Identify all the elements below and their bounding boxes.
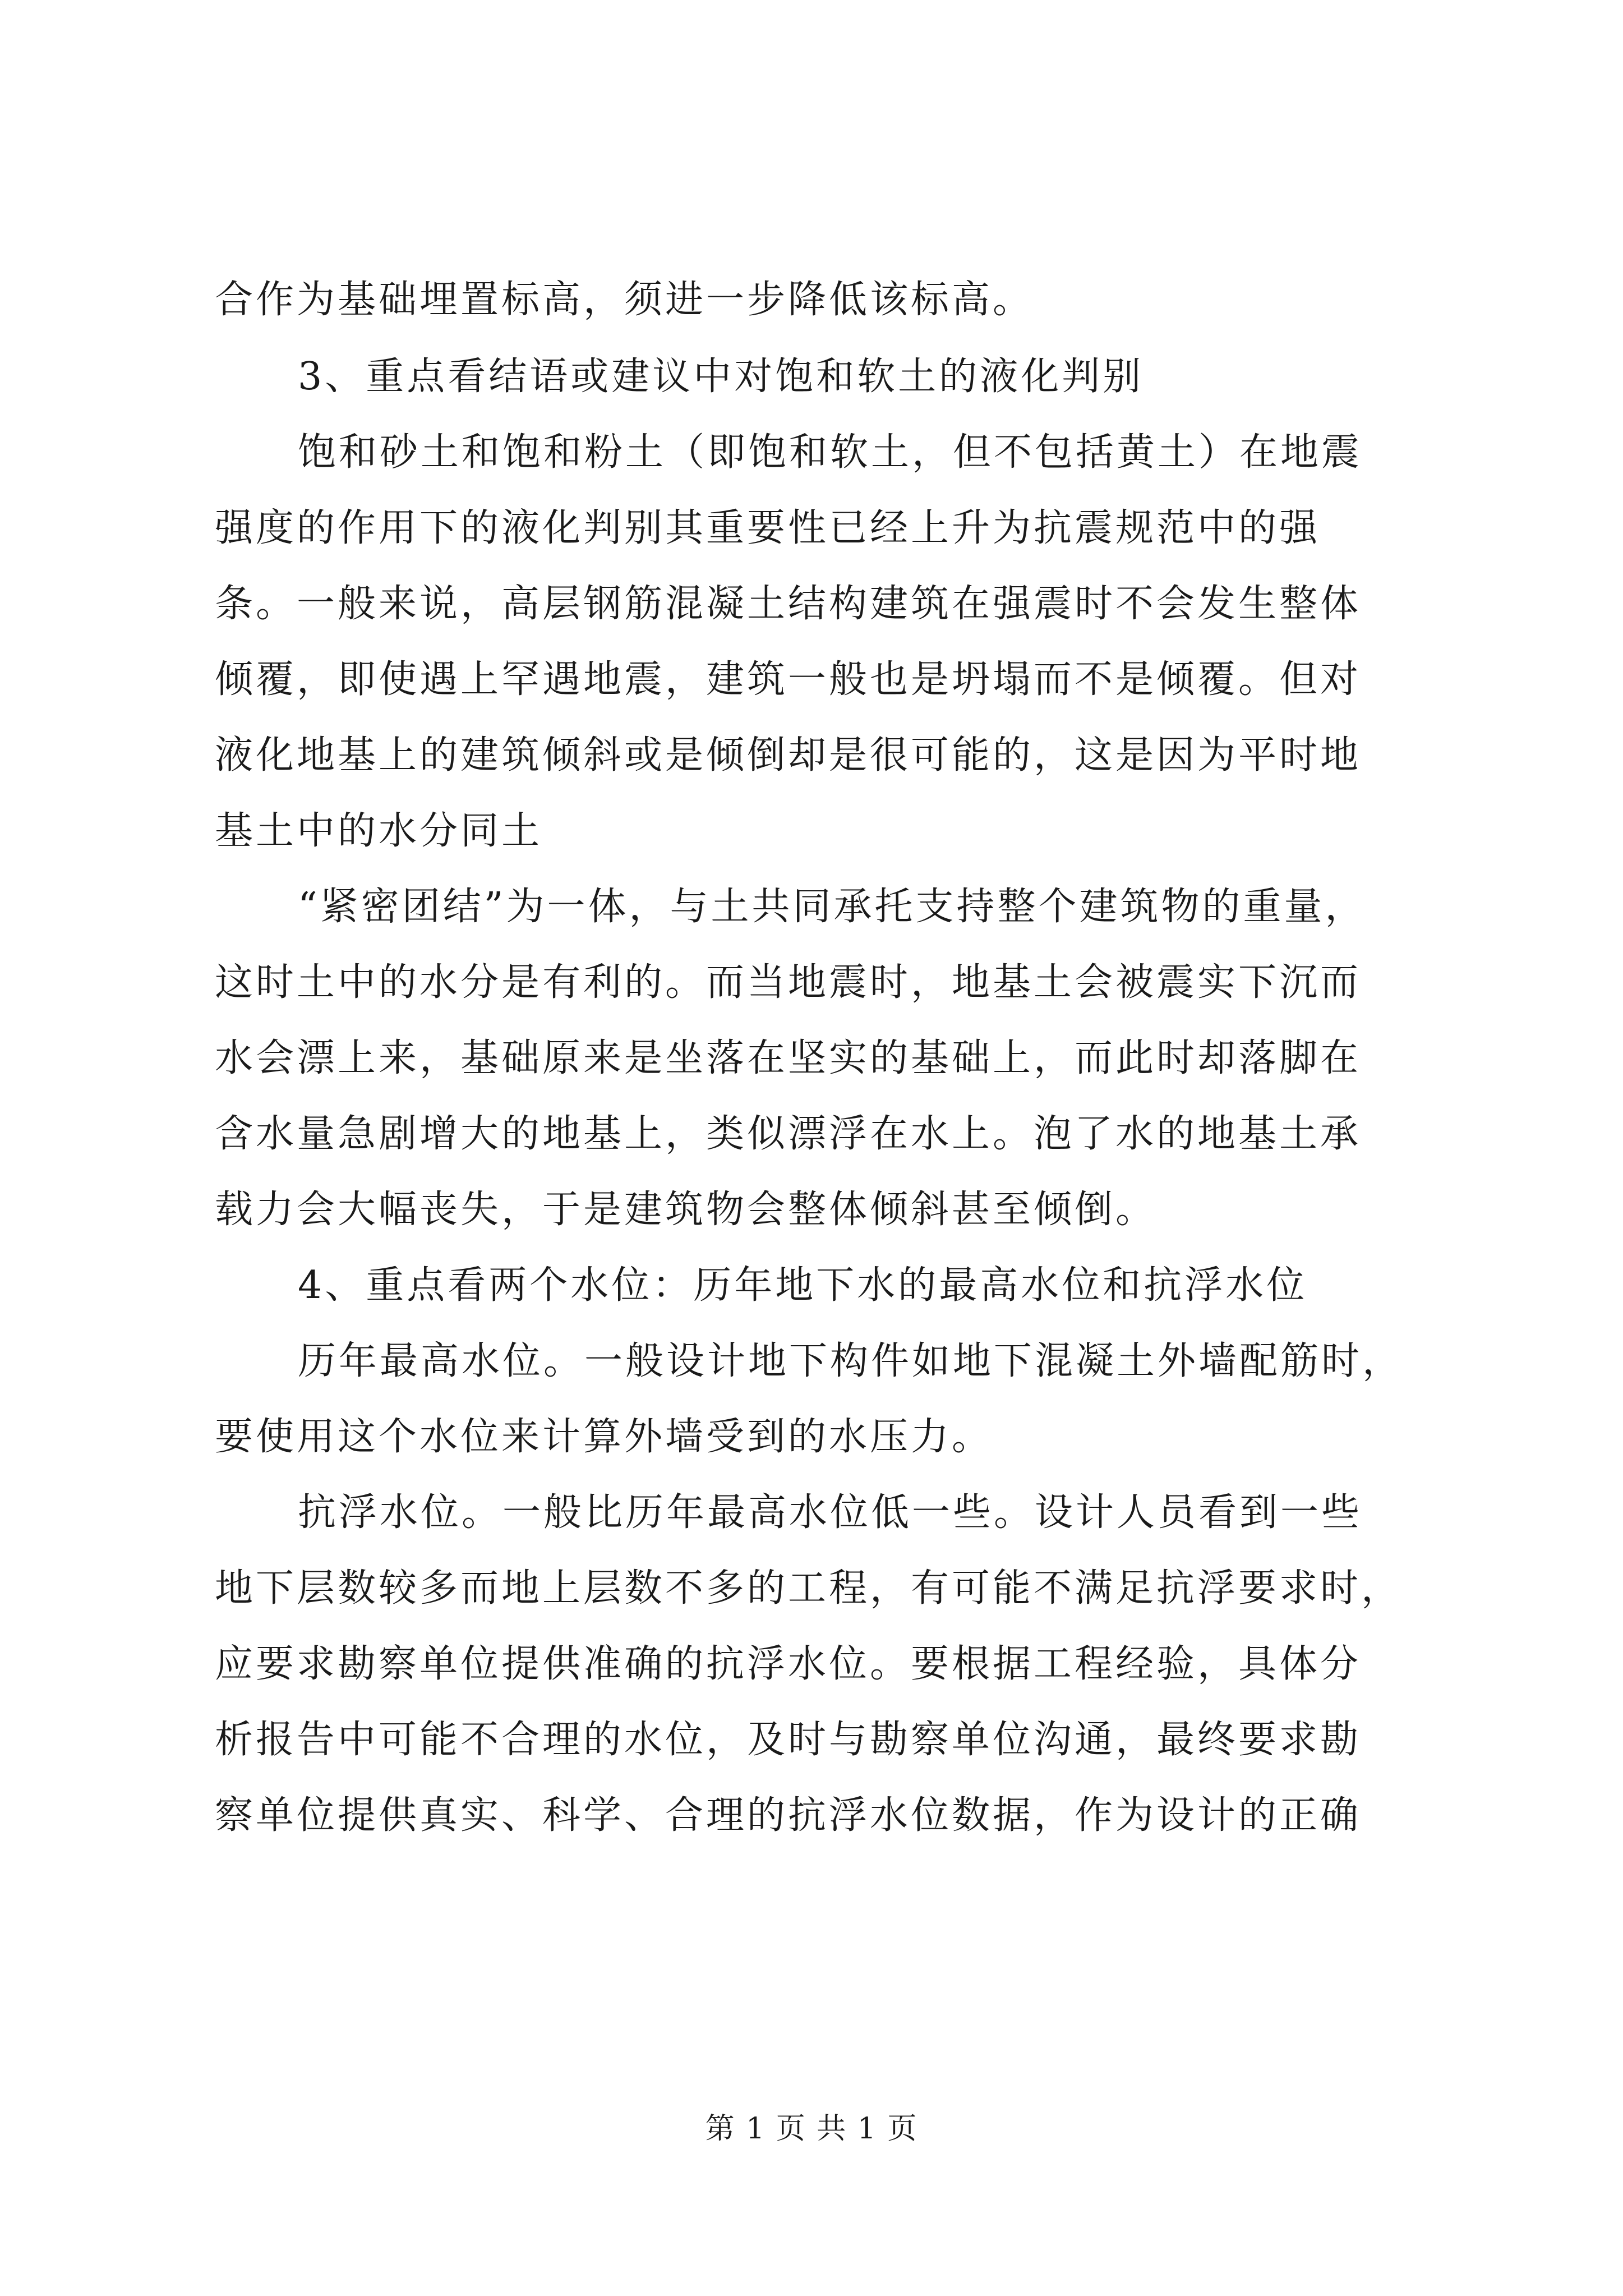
text-line-8: 基土中的水分同土 — [215, 809, 543, 853]
text-line-13: 载力会大幅丧失，于是建筑物会整体倾斜甚至倾倒。 — [215, 1188, 1157, 1232]
text-line-19: 应要求勘察单位提供准确的抗浮水位。要根据工程经验，具体分 — [215, 1642, 1362, 1686]
text-line-4: 强度的作用下的液化判别其重要性已经上升为抗震规范中的强 — [215, 506, 1321, 550]
text-line-17: 抗浮水位。一般比历年最高水位低一些。设计人员看到一些 — [298, 1490, 1363, 1535]
text-line-18: 地下层数较多而地上层数不多的工程，有可能不满足抗浮要求时， — [215, 1566, 1403, 1611]
text-line-16: 要使用这个水位来计算外墙受到的水压力。 — [215, 1415, 993, 1459]
text-line-2: 3、重点看结语或建议中对饱和软土的液化判别 — [298, 355, 1144, 399]
text-line-1: 合作为基础埋置标高，须进一步降低该标高。 — [215, 278, 1034, 322]
text-line-10: 这时土中的水分是有利的。而当地震时，地基土会被震实下沉而 — [215, 960, 1362, 1005]
text-line-21: 察单位提供真实、科学、合理的抗浮水位数据，作为设计的正确 — [215, 1793, 1362, 1838]
text-line-3: 饱和砂土和饱和粉土（即饱和软土，但不包括黄土）在地震 — [298, 430, 1363, 475]
text-line-5: 条。一般来说，高层钢筋混凝土结构建筑在强震时不会发生整体 — [215, 582, 1362, 626]
text-line-14: 4、重点看两个水位：历年地下水的最高水位和抗浮水位 — [298, 1263, 1308, 1308]
text-line-20: 析报告中可能不合理的水位，及时与勘察单位沟通，最终要求勘 — [215, 1718, 1362, 1762]
page-footer: 第 1 页 共 1 页 — [705, 2112, 918, 2146]
text-line-9: “紧密团结”为一体，与土共同承托支持整个建筑物的重量， — [298, 885, 1366, 929]
text-line-12: 含水量急剧增大的地基上，类似漂浮在水上。泡了水的地基土承 — [215, 1112, 1362, 1156]
text-line-7: 液化地基上的建筑倾斜或是倾倒却是很可能的，这是因为平时地 — [215, 733, 1362, 777]
text-line-11: 水会漂上来，基础原来是坐落在坚实的基础上，而此时却落脚在 — [215, 1036, 1362, 1080]
text-line-15: 历年最高水位。一般设计地下构件如地下混凝土外墙配筋时， — [298, 1339, 1404, 1383]
text-line-6: 倾覆，即使遇上罕遇地震，建筑一般也是坍塌而不是倾覆。但对 — [215, 657, 1362, 702]
